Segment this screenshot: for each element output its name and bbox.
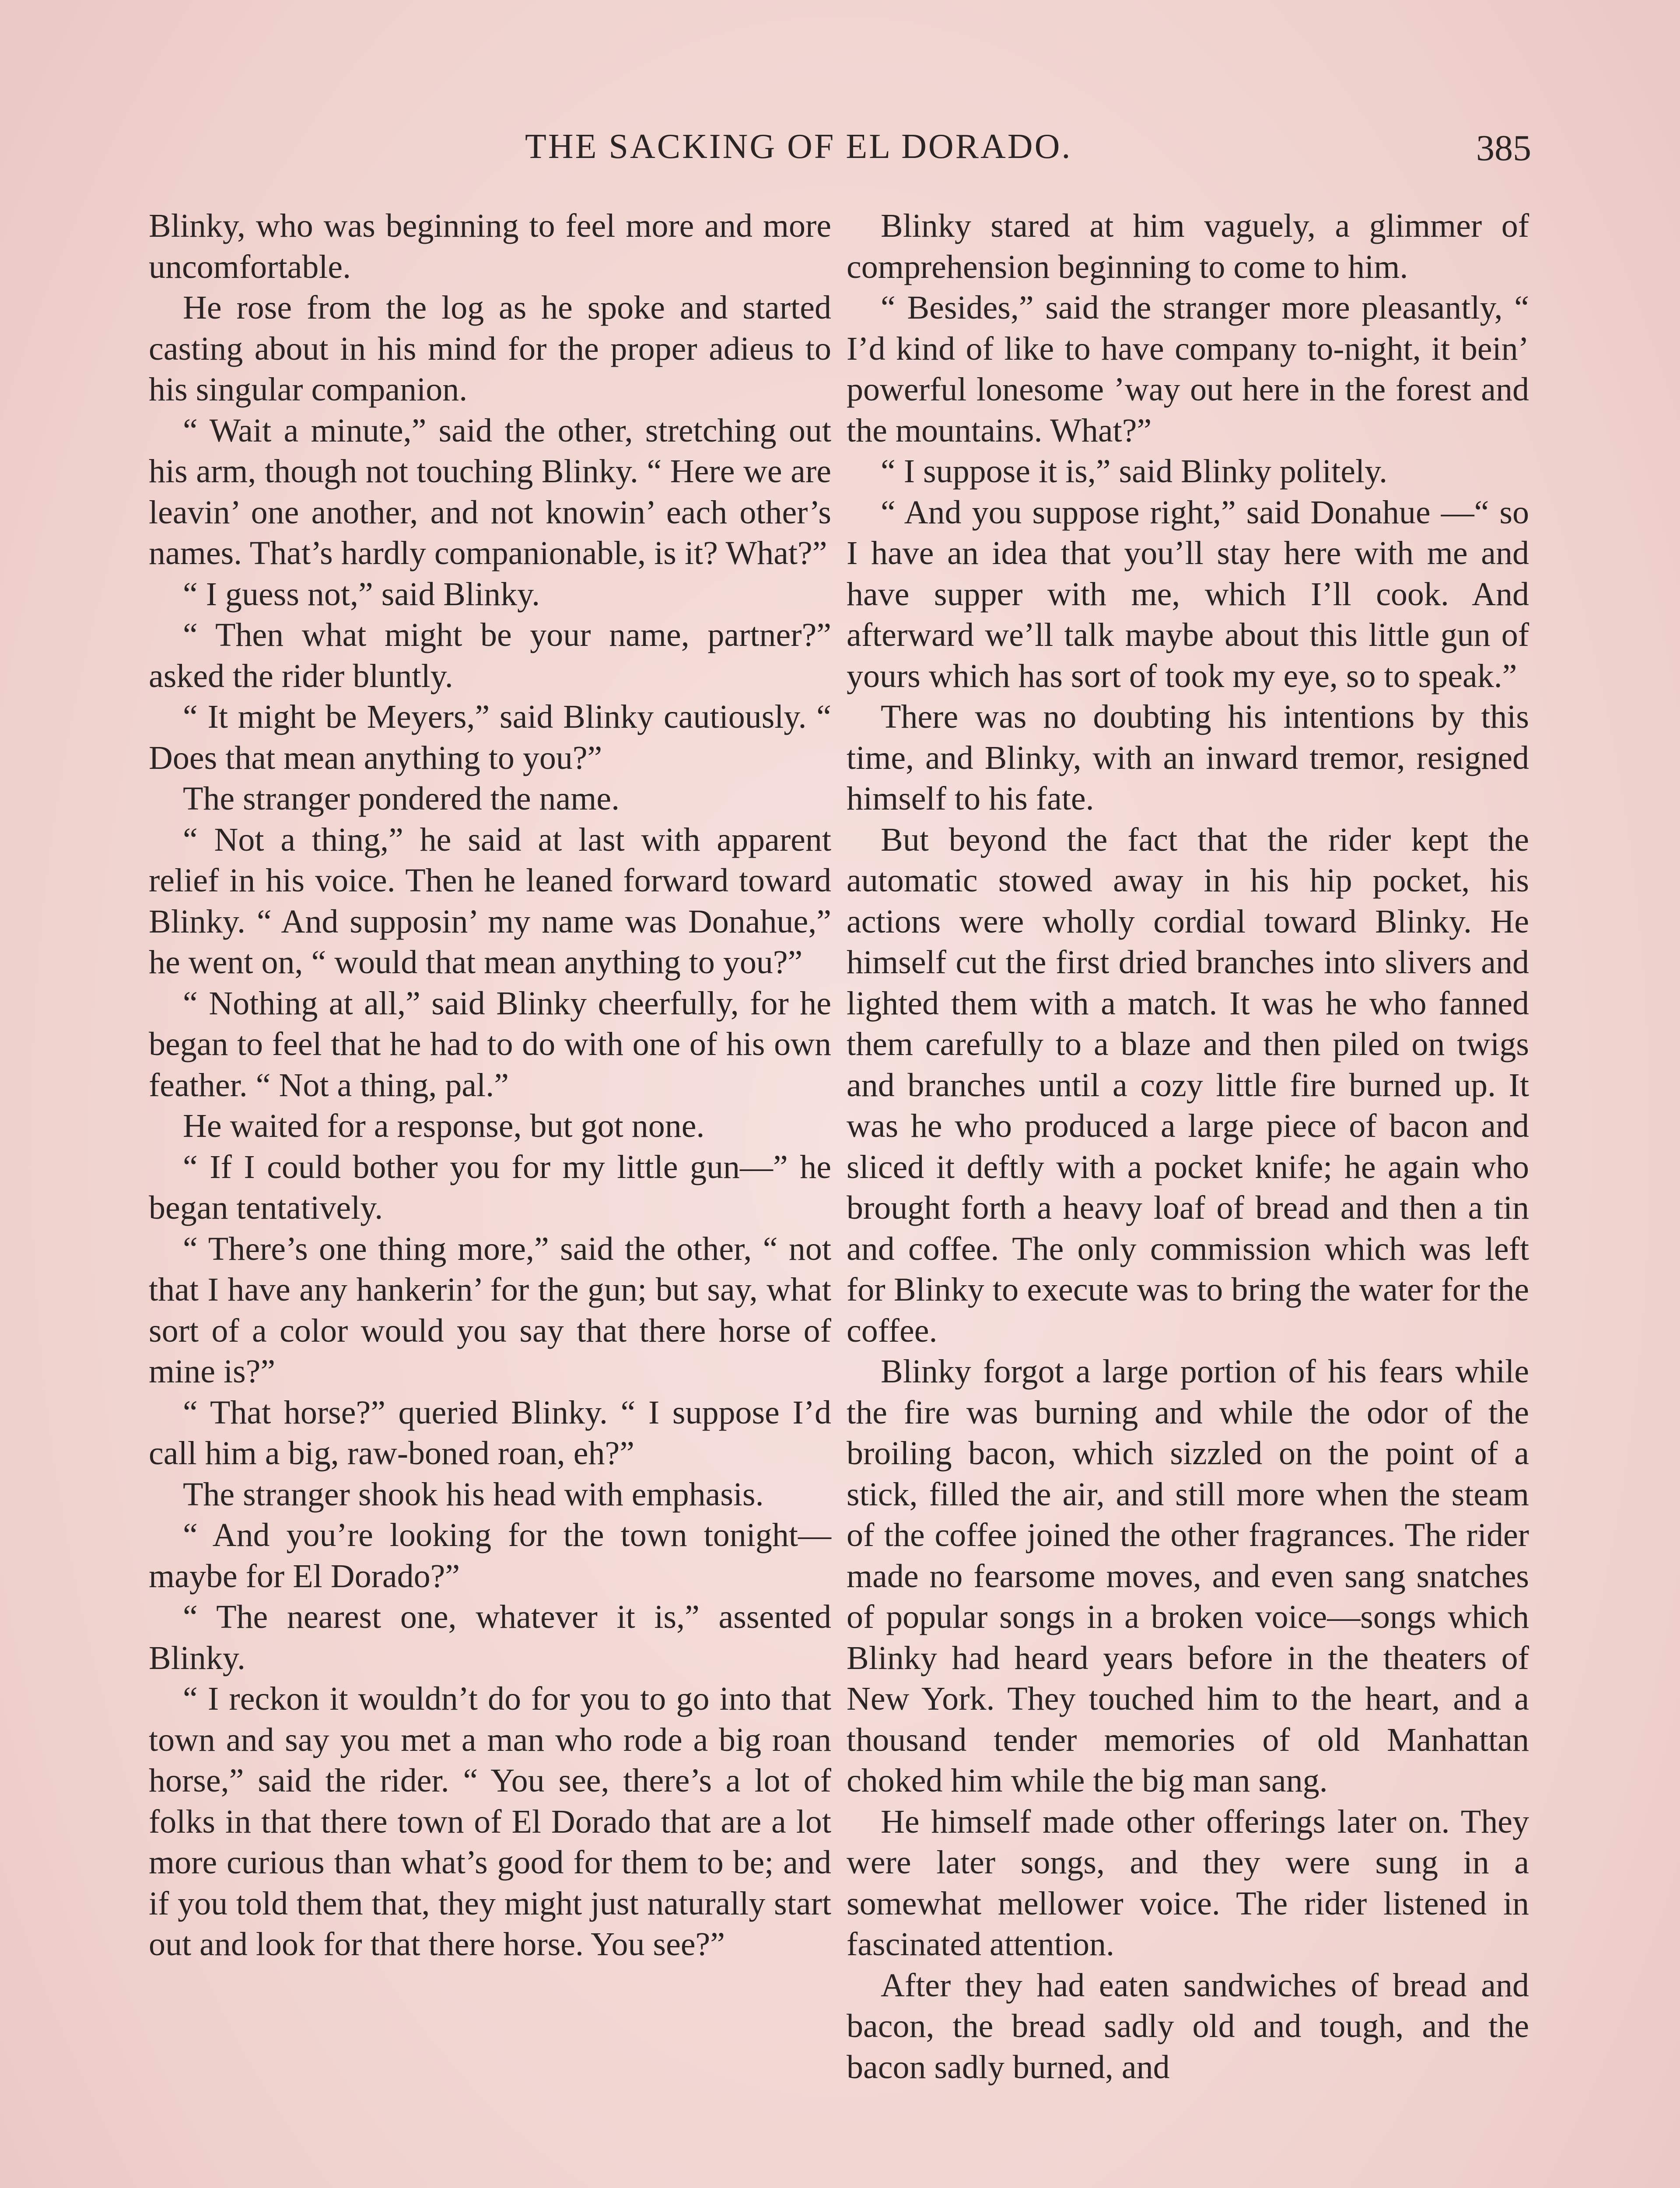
paragraph: “ I guess not,” said Blinky.: [183, 575, 540, 613]
paragraph: “ I reckon it wouldn’t do for you to go into that town and say you met a man who rode a big roan horse,” said the rider. “ You see, there’s a lot of folks in that there town of El Dorado that are a lot more curious than what’s good for them to be; and if you told them that, they might just naturally start out and look for that there horse. You see?”: [149, 1680, 831, 1963]
paragraph: “ Besides,” said the stranger more pleasantly, “ I’d kind of like to have company to-night, it bein’ powerful lonesome ’way out here in the forest and the mountains. What?”: [847, 289, 1529, 449]
paragraph: “ Wait a minute,” said the other, stretching out his arm, though not touching Blinky. “ Here we are leavin’ one another, and not knowin’ each other’s names. That’s hardly companionable, is it? What?”: [149, 412, 831, 572]
paragraph: “ Then what might be your name, partner?” asked the rider bluntly.: [149, 617, 831, 694]
running-head: [131, 127, 1540, 175]
paragraph: After they had eaten sandwiches of bread and bacon, the bread sadly old and tough, and the bacon sadly burned, and: [847, 1967, 1529, 2086]
paragraph: “ And you suppose right,” said Donahue —“ so I have an idea that you’ll stay here with me and have supper with me, which I’ll cook. And afterward we’ll talk maybe about this little gun of yours which has sort of took my eye, so to speak.”: [847, 494, 1529, 694]
paragraph: “ Nothing at all,” said Blinky cheerfully, for he began to feel that he had to do with one of his own feather. “ Not a thing, pal.”: [149, 985, 831, 1104]
paragraph: The stranger pondered the name.: [183, 780, 620, 817]
paragraph: There was no doubting his intentions by this time, and Blinky, with an inward tremor, resigned himself to his fate.: [847, 698, 1529, 817]
paragraph: “ The nearest one, whatever it is,” assented Blinky.: [149, 1599, 831, 1676]
paragraph: “ And you’re looking for the town tonight—maybe for El Dorado?”: [149, 1517, 831, 1595]
left-column: [149, 206, 831, 1965]
paragraph: Blinky, who was beginning to feel more and more uncomfortable.: [149, 207, 831, 285]
page-number: 385: [1476, 128, 1531, 168]
paragraph: But beyond the fact that the rider kept the automatic stowed away in his hip pocket, his actions were wholly cordial toward Blinky. He himself cut the first dried branches into slivers and lighted them with a match. It was he who fanned them carefully to a blaze and then piled on twigs and branches until a cozy little fire burned up. It was he who produced a large piece of bacon and sliced it deftly with a pocket knife; he again who brought forth a heavy loaf of bread and then a tin and coffee. The only commission which was left for Blinky to execute was to bring the water for the coffee.: [847, 821, 1529, 1349]
right-column: [847, 206, 1529, 2088]
paragraph: He rose from the log as he spoke and started casting about in his mind for the proper adieus to his singular companion.: [149, 289, 831, 408]
paragraph: “ There’s one thing more,” said the other, “ not that I have any hankerin’ for the gun; but say, what sort of a color would you say that there horse of mine is?”: [149, 1230, 831, 1390]
paragraph: “ It might be Meyers,” said Blinky cautiously. “ Does that mean anything to you?”: [149, 698, 831, 776]
paragraph: “ That horse?” queried Blinky. “ I suppose I’d call him a big, raw-boned roan, eh?”: [149, 1394, 831, 1472]
paragraph: “ If I could bother you for my little gun—” he began tentatively.: [149, 1148, 831, 1226]
paragraph: The stranger shook his head with emphasis.: [183, 1476, 764, 1513]
paragraph: Blinky forgot a large portion of his fears while the fire was burning and while the odor of the broiling bacon, which sizzled on the point of a stick, filled the air, and still more when the steam of the coffee joined the other fragrances. The rider made no fearsome moves, and even sang snatches of popular songs in a broken voice—songs which Blinky had heard years before in the theaters of New York. They touched him to the heart, and a thousand tender memories of old Manhattan choked him while the big man sang.: [847, 1353, 1529, 1799]
paragraph: “ Not a thing,” he said at last with apparent relief in his voice. Then he leaned forward toward Blinky. “ And supposin’ my name was Donahue,” he went on, “ would that mean anything to you?”: [149, 821, 831, 981]
running-title: THE SACKING OF EL DORADO.: [525, 127, 1072, 166]
paragraph: He himself made other offerings later on. They were later songs, and they were sung in a somewhat mellower voice. The rider listened in fascinated attention.: [847, 1803, 1529, 1963]
paragraph: “ I suppose it is,” said Blinky politely.: [881, 453, 1388, 490]
paragraph: Blinky stared at him vaguely, a glimmer of comprehension beginning to come to him.: [847, 207, 1529, 285]
paragraph: He waited for a response, but got none.: [183, 1108, 705, 1144]
